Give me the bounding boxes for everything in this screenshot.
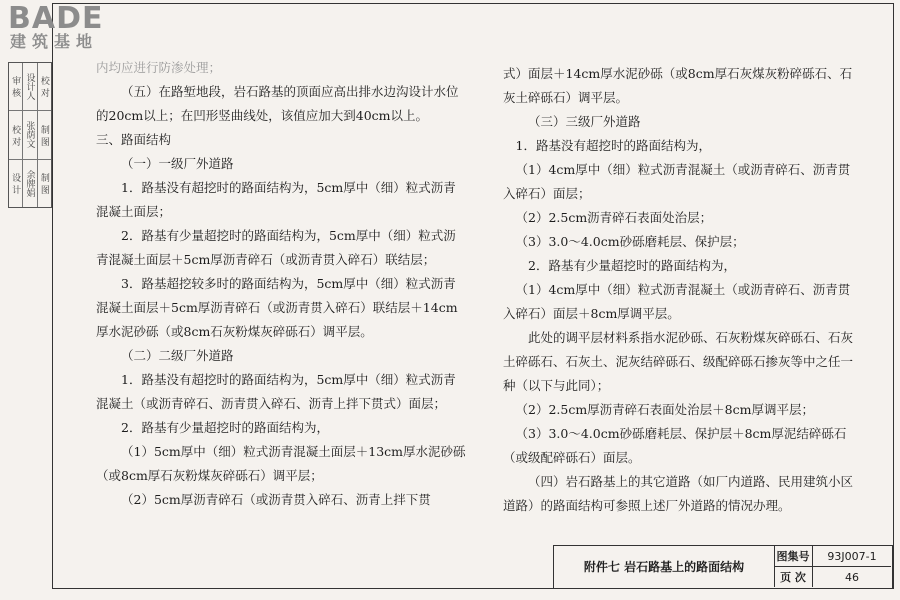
section-heading: 三、路面结构 bbox=[96, 132, 172, 147]
sidebar-cell: 张荫文 bbox=[23, 111, 37, 158]
paragraph: （3）3.0～4.0cm砂砾磨耗层、保护层＋8cm厚泥结碎砾石（或级配碎砾石）面层。 bbox=[503, 426, 847, 465]
page-label: 页 次 bbox=[774, 567, 813, 587]
page-number: 46 bbox=[845, 570, 859, 584]
paragraph: 1．路基没有超挖时的路面结构为，5cm厚中（细）粒式沥青混凝土面层； bbox=[96, 180, 456, 219]
paragraph: 2．路基有少量超挖时的路面结构为，5cm厚中（细）粒式沥青混凝土面层＋5cm厚沥青碎石（或沥青贯入碎石）联结层； bbox=[96, 228, 456, 267]
paragraph: （2）2.5cm厚沥青碎石表面处治层＋8cm厚调平层； bbox=[515, 402, 814, 417]
subsection-heading: （二）二级厂外道路 bbox=[121, 348, 234, 363]
sidebar-cell: 设 计 bbox=[9, 160, 23, 207]
paragraph: 1．路基没有超挖时的路面结构为，5cm厚中（细）粒式沥青混凝土（或沥青碎石、沥青贯入碎石、沥青上拌下贯式）面层； bbox=[96, 372, 456, 411]
sidebar-cell: 制 图 bbox=[38, 124, 49, 146]
paragraph: 式）面层＋14cm厚水泥砂砾（或8cm厚石灰煤灰粉碎砾石、石灰土碎砾石）调平层。 bbox=[503, 66, 853, 105]
left-text-column bbox=[96, 56, 468, 512]
paragraph: 内均应进行防渗处理； bbox=[96, 60, 222, 75]
page-row bbox=[774, 567, 891, 587]
paragraph: （2）2.5cm沥青碎石表面处治层； bbox=[515, 210, 713, 225]
paragraph: （1）4cm厚中（细）粒式沥青混凝土（或沥青碎石、沥青贯入碎石）面层＋8cm厚调平层。 bbox=[503, 282, 851, 321]
sidebar-cell: 设计人 bbox=[23, 63, 37, 110]
atlas-label: 图集号 bbox=[774, 546, 813, 566]
watermark-logo bbox=[8, 1, 150, 51]
logo-subtitle: 建筑基地 bbox=[10, 32, 99, 51]
sidebar-row bbox=[9, 63, 51, 111]
logo-brand: BADE bbox=[8, 1, 104, 36]
sidebar-row bbox=[9, 111, 51, 159]
atlas-row bbox=[774, 546, 891, 567]
subsection-heading: （一）一级厂外道路 bbox=[121, 156, 234, 171]
paragraph: 2．路基有少量超挖时的路面结构为， bbox=[528, 258, 736, 273]
paragraph: 此处的调平层材料系指水泥砂砾、石灰粉煤灰碎砾石、石灰土碎砾石、石灰土、泥灰结碎砾石、级配碎砾石掺灰等中之任一种（以下与此同）； bbox=[503, 330, 854, 393]
paragraph: （2）5cm厚沥青碎石（或沥青贯入碎石、沥青上拌下贯 bbox=[121, 492, 431, 507]
sidebar-cell: 校 对 bbox=[9, 111, 23, 158]
paragraph: （四）岩石路基上的其它道路（如厂内道路、民用建筑小区道路）的路面结构可参照上述厂外道路的情况办理。 bbox=[503, 474, 854, 513]
paragraph: 3．路基超挖较多时的路面结构为，5cm厚中（细）粒式沥青混凝土面层＋5cm厚沥青碎石（或沥青贯入碎石）联结层＋14cm厚水泥砂砾（或8cm石灰粉煤灰碎砾石）调平层。 bbox=[96, 276, 458, 339]
paragraph: （3）3.0～4.0cm砂砾磨耗层、保护层； bbox=[515, 234, 745, 249]
sidebar-cell: 校 对 bbox=[38, 76, 49, 98]
sidebar-cell: 制 图 bbox=[38, 172, 49, 194]
atlas-number: 93J007-1 bbox=[827, 549, 877, 563]
sidebar-cell: 余牌娟 bbox=[23, 160, 37, 207]
title-block bbox=[553, 545, 893, 589]
subsection-heading: （三）三级厂外道路 bbox=[528, 114, 641, 129]
right-text-column bbox=[503, 62, 856, 518]
approval-sidebar bbox=[8, 62, 52, 208]
drawing-title: 附件七 岩石路基上的路面结构 bbox=[554, 546, 775, 587]
paragraph: （1）4cm厚中（细）粒式沥青混凝土（或沥青碎石、沥青贯入碎石）面层； bbox=[503, 162, 851, 201]
sidebar-row bbox=[9, 160, 51, 207]
paragraph: 1．路基没有超挖时的路面结构为， bbox=[515, 138, 711, 153]
paragraph: （五）在路堑地段，岩石路基的顶面应高出排水边沟设计水位的20cm以上；在凹形竖曲线处，该值应加大到40cm以上。 bbox=[96, 84, 459, 123]
paragraph: （1）5cm厚中（细）粒式沥青混凝土面层＋13cm厚水泥砂砾（或8cm厚石灰粉煤灰碎砾石）调平层； bbox=[96, 444, 466, 483]
paragraph: 2．路基有少量超挖时的路面结构为， bbox=[121, 420, 329, 435]
sidebar-cell: 审 核 bbox=[9, 63, 23, 110]
